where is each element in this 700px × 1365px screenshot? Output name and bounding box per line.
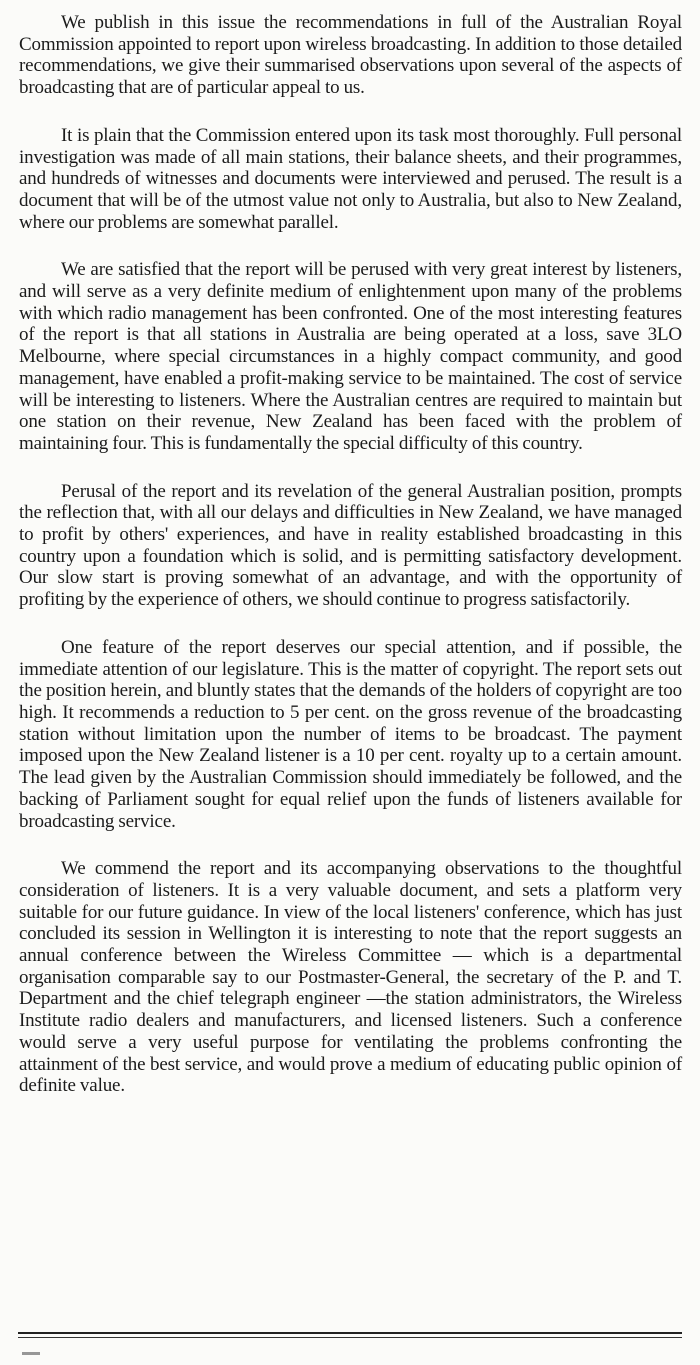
paragraph-1: We publish in this issue the recommendations in full of the Australian Royal Commission appointed to report upon wireless broadcasting. In addition to those detailed recommendations, we give their summarised observations upon several of the aspects of broadcasting that are of particular appeal to us. xyxy=(19,12,682,99)
print-mark xyxy=(22,1352,40,1355)
editorial-article xyxy=(19,12,682,1097)
paragraph-2: It is plain that the Commission entered upon its task most thoroughly. Full personal investigation was made of all main stations, their balance sheets, and their programmes, and hundreds of witnesses and documents were interviewed and perused. The result is a document that will be of the utmost value not only to Australia, but also to New Zealand, where our problems are somewhat parallel. xyxy=(19,124,682,233)
paragraph-4: Perusal of the report and its revelation of the general Australian position, prompts the reflection that, with all our delays and difficulties in New Zealand, we have managed to profit by others' experiences, and have in reality established broadcasting in this country upon a foundation which is solid, and is permitting satisfactory development. Our slow start is proving somewhat of an advantage, and with the opportunity of profiting by the experience of others, we should continue to progress satisfactorily. xyxy=(19,480,682,611)
paragraph-3: We are satisfied that the report will be perused with very great interest by listeners, and will serve as a very definite medium of enlightenment upon many of the problems with which radio management has been confronted. One of the most interesting features of the report is that all stations in Australia are being operated at a loss, save 3LO Melbourne, where special circumstances in a highly compact community, and good management, have enabled a profit-making service to be maintained. The cost of service will be interesting to listeners. Where the Australian centres are required to maintain but one station on their revenue, New Zealand has been faced with the problem of maintaining four. This is fundamentally the special difficulty of this country. xyxy=(19,259,682,454)
divider-rule-thick xyxy=(18,1332,682,1334)
paragraph-5: One feature of the report deserves our special attention, and if possible, the immediate attention of our legislature. This is the matter of copyright. The report sets out the position herein, and bluntly states that the demands of the holders of copyright are too high. It recommends a reduction to 5 per cent. on the gross revenue of the broadcasting station without limitation upon the number of items to be broadcast. The payment imposed upon the New Zealand listener is a 10 per cent. royalty up to a certain amount. The lead given by the Australian Commission should immediately be followed, and the backing of Parliament sought for equal relief upon the funds of listeners available for broadcasting service. xyxy=(19,636,682,832)
bottom-divider xyxy=(18,1332,682,1338)
divider-rule-thin xyxy=(18,1337,682,1338)
paragraph-6: We commend the report and its accompanying observations to the thoughtful consideration of listeners. It is a very valuable document, and sets a platform very suitable for our future guidance. In view of the local listeners' conference, which has just concluded its session in Wellington it is interesting to note that the report suggests an annual conference between the Wireless Committee — which is a departmental organisation comparable say to our Postmaster-General, the secretary of the P. and T. Department and the chief telegraph engineer —the station administrators, the Wireless Institute radio dealers and manufacturers, and licensed listeners. Such a conference would serve a very useful purpose for ventilating the problems confronting the attainment of the best service, and would prove a medium of educating public opinion of definite value. xyxy=(19,858,682,1097)
